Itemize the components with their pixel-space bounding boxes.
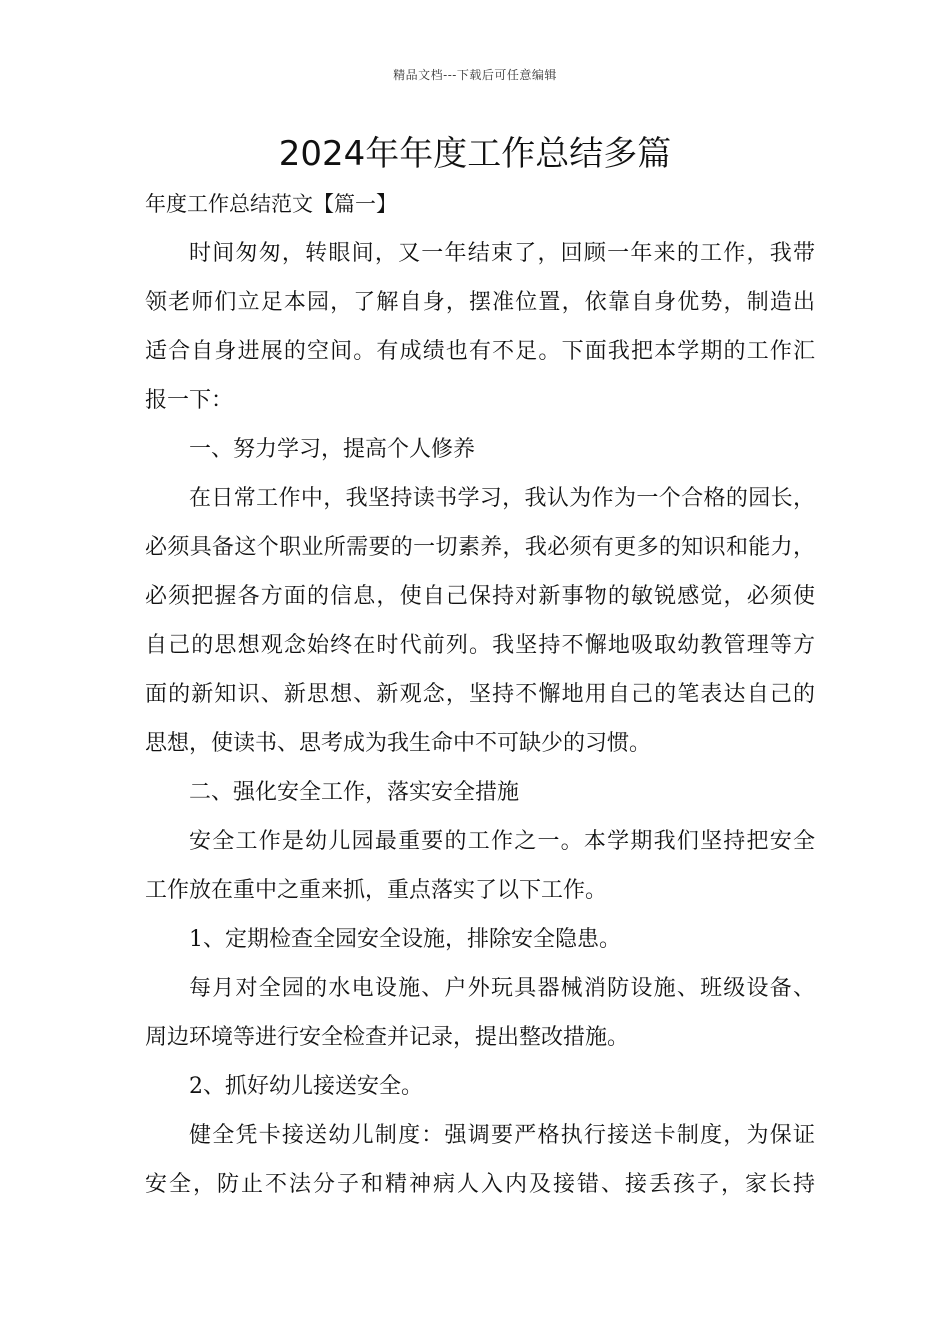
- body-text-line: 领老师们立足本园，了解自身，摆准位置，依靠自身优势，制造出: [145, 290, 815, 315]
- body-text-line: 思想，使读书、思考成为我生命中不可缺少的习惯。: [145, 731, 652, 756]
- body-text-line: 二、强化安全工作，落实安全措施: [189, 780, 520, 805]
- body-text-line: 时间匆匆，转眼间，又一年结束了，回顾一年来的工作，我带: [189, 241, 815, 266]
- body-text-line: 周边环境等进行安全检查并记录，提出整改措施。: [145, 1025, 630, 1050]
- body-text-line: 在日常工作中，我坚持读书学习，我认为作为一个合格的园长，: [189, 486, 815, 511]
- body-text-line: 必须把握各方面的信息，使自己保持对新事物的敏锐感觉，必须使: [145, 584, 815, 609]
- body-text-line: 健全凭卡接送幼儿制度：强调要严格执行接送卡制度，为保证: [189, 1123, 815, 1148]
- section-heading: 年度工作总结范文【篇一】: [145, 192, 397, 216]
- body-text-line: 2、抓好幼儿接送安全。: [189, 1074, 423, 1099]
- body-text-line: 一、努力学习，提高个人修养: [189, 437, 476, 462]
- body-text-line: 安全工作是幼儿园最重要的工作之一。本学期我们坚持把安全: [189, 829, 815, 854]
- body-text-line: 适合自身进展的空间。有成绩也有不足。下面我把本学期的工作汇: [145, 339, 815, 364]
- document-body: [145, 180, 815, 1209]
- body-text-line: 自己的思想观念始终在时代前列。我坚持不懈地吸取幼教管理等方: [145, 633, 815, 658]
- body-text-line: 工作放在重中之重来抓，重点落实了以下工作。: [145, 878, 608, 903]
- body-text-line: 1、定期检查全园安全设施，排除安全隐患。: [189, 927, 621, 952]
- document-title: 2024年年度工作总结多篇: [278, 134, 672, 174]
- header-note: 精品文档---下载后可任意编辑: [393, 68, 557, 82]
- body-text-line: 安全，防止不法分子和精神病人入内及接错、接丢孩子，家长持: [145, 1172, 815, 1197]
- body-text-line: 面的新知识、新思想、新观念，坚持不懈地用自己的笔表达自己的: [145, 682, 815, 707]
- body-text-line: 每月对全园的水电设施、户外玩具器械消防设施、班级设备、: [189, 976, 815, 1001]
- body-text-line: 必须具备这个职业所需要的一切素养，我必须有更多的知识和能力，: [145, 535, 815, 560]
- body-text-line: 报一下：: [145, 388, 234, 413]
